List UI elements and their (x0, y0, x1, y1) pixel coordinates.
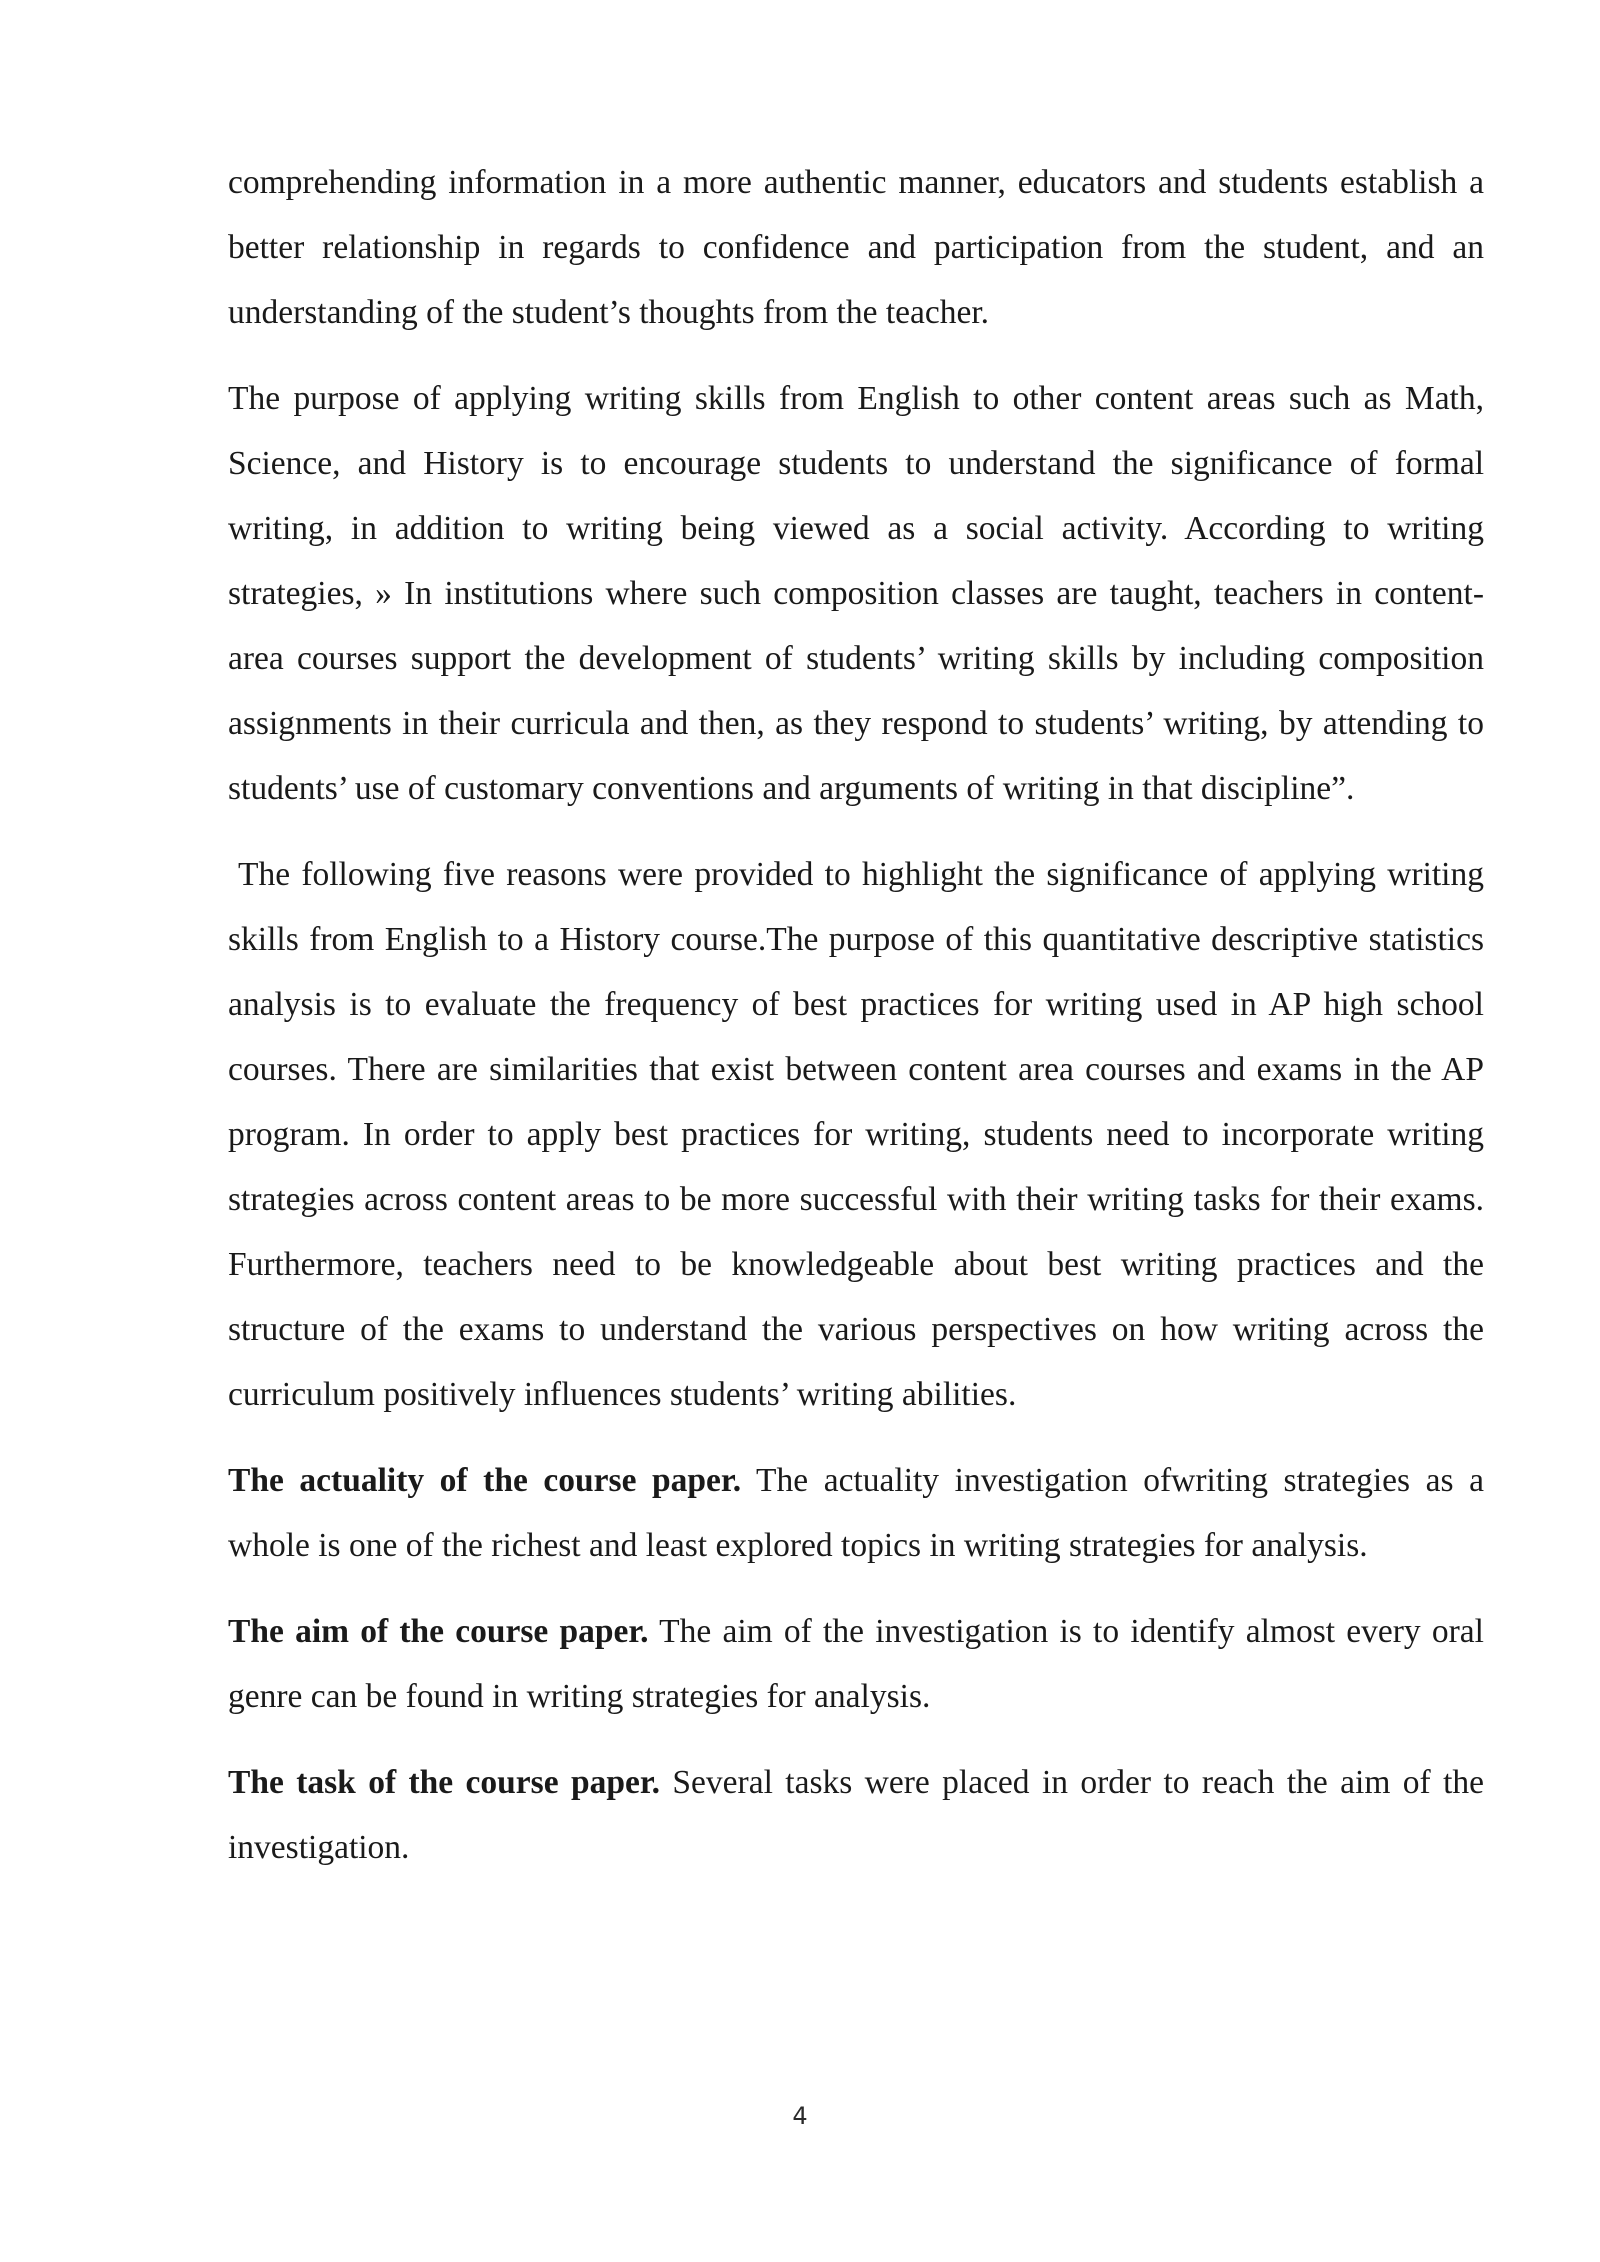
paragraph-aim (228, 1599, 1484, 1729)
paragraph-text: The actuality investigation ofwriting strategies as a whole is one of the richest and least explored topics in writing strategies for analysis. (228, 1462, 1484, 1564)
paragraph-task (228, 1750, 1484, 1880)
paragraph-text: The aim of the investigation is to identify almost every oral genre can be found in writing strategies for analysis. (228, 1613, 1484, 1715)
paragraph-text: The purpose of applying writing skills from English to other content areas such as Math, Science, and History is to encourage students to understand the significance of formal writing, in addition to writing being viewed as a social activity. According to writing strategies, » In institutions where such composition classes are taught, teachers in content-area courses support the development of students’ writing skills by including composition assignments in their curricula and then, as they respond to students’ writing, by attending to students’ use of customary conventions and arguments of writing in that discipline”. (228, 380, 1484, 807)
paragraph-continuation (228, 150, 1484, 345)
paragraph-actuality (228, 1448, 1484, 1578)
paragraph-text: comprehending information in a more authentic manner, educators and students establish a better relationship in regards to confidence and participation from the student, and an understanding of the student’s thoughts from the teacher. (228, 164, 1484, 331)
paragraph-five-reasons (228, 842, 1484, 1427)
paragraph-purpose (228, 366, 1484, 821)
paragraph-text: Several tasks were placed in order to reach the aim of the investigation. (228, 1764, 1484, 1866)
section-heading: The aim of the course paper. (228, 1613, 649, 1650)
section-heading: The task of the course paper. (228, 1764, 661, 1801)
paragraph-text: The following five reasons were provided to highlight the significance of applying writing skills from English to a History course.The purpose of this quantitative descriptive statistics analysis is to evaluate the frequency of best practices for writing used in AP high school courses. There are similarities that exist between content area courses and exams in the AP program. In order to apply best practices for writing, students need to incorporate writing strategies across content areas to be more successful with their writing tasks for their exams. Furthermore, teachers need to be knowledgeable about best writing practices and the structure of the exams to understand the various perspectives on how writing across the curriculum positively influences students’ writing abilities. (228, 856, 1484, 1413)
section-heading: The actuality of the course paper. (228, 1462, 742, 1499)
body-text (228, 150, 1484, 1901)
page-number: 4 (792, 2102, 808, 2130)
